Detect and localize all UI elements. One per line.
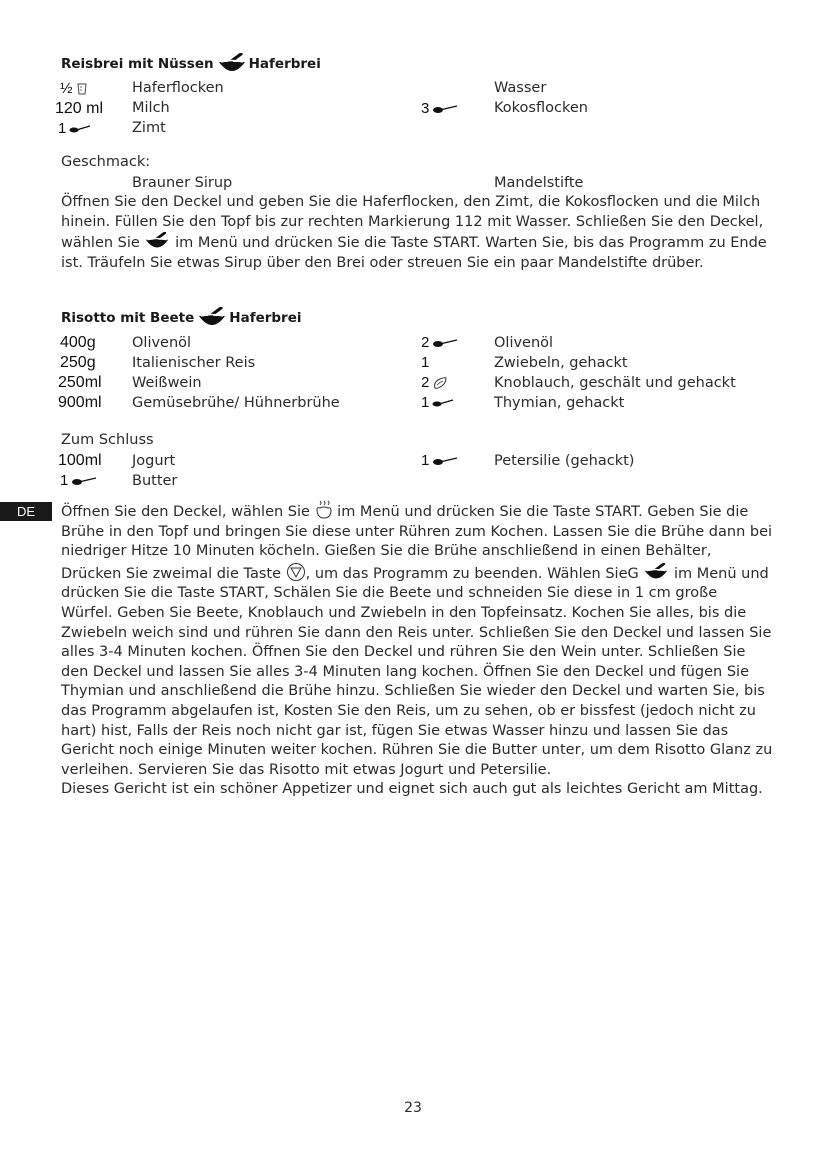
porridge-bowl-icon — [144, 232, 170, 251]
spoon-icon — [71, 476, 97, 486]
recipe1-instructions: Öffnen Sie den Deckel und geben Sie die Haferflocken, den Zimt, die Kokosflocken und die Milch hinein. Füllen Sie den Topf bis zur rechten Markierung 112 mit Wasser. Schließen Sie den Deckel, wählen Sie im Menü und drücken Sie die Taste START. Warten Sie, bis das Programm zu Ende ist. Träufeln Sie etwas Sirup über den Brei oder streuen Sie ein paar Mandelstifte drüber. — [61, 194, 767, 271]
porridge-bowl-icon — [217, 53, 247, 75]
ingredient-thymian: Thymian, gehackt — [494, 395, 625, 411]
final-heading: Zum Schluss — [61, 432, 154, 448]
garlic-clove-icon — [432, 376, 448, 390]
recipe-title-main: Risotto mit Beete — [61, 310, 195, 326]
spoon-icon — [69, 124, 91, 134]
qty-400g: 400g — [60, 334, 96, 351]
spoon-icon — [432, 456, 458, 466]
recipe2-instructions: Öffnen Sie den Deckel, wählen Sie im Menü und drücken Sie die Taste START. Geben Sie die Brühe in den Topf und bringen Sie diese unter Rühren zum Kochen. Lassen Sie die Brühe dann bei niedriger Hitze 10 Minuten köcheln. Gießen Sie die Brühe anschließend in einen Behälter, Drücken Sie zweimal die Taste , um das Programm zu beenden. Wählen SieG im Menü und drücken Sie die Taste START, Schälen Sie die Beete und schneiden Sie diese in 1 cm große Würfel. Geben Sie Beete, Knoblauch und Zwiebeln in den Topfeinsatz. Kochen Sie alles, bis die Zwiebeln weich sind und rühren Sie dann den Reis unter. Schließen Sie den Deckel und lassen Sie alles 3-4 Minuten kochen. Öffnen Sie den Deckel und rühren Sie den Wein unter. Schließen Sie den Deckel und lassen Sie alles 3-4 Minuten lang kochen. Öffnen Sie den Deckel und fügen Sie Thymian und anschließend die Brühe hinzu. Schließen Sie wieder den Deckel und warten Sie, bis das Programm abgelaufen ist, Kosten Sie den Reis, um zu sehen, ob er bissfest (jedoch nicht zu hart) hist, Falls der Reis noch nicht gar ist, fügen Sie etwas Wasser hinzu und lassen Sie das Gericht noch einige Minuten weiter kochen. Rühren Sie die Butter unter, um dem Risotto Glanz zu verleihen. Servieren Sie das Risotto mit etwas Jogurt und Petersilie. Dieses Gericht ist ein schöner Appetizer und eignet sich auch gut als leichtes Gericht am Mittag. — [61, 500, 773, 800]
measuring-cup-icon — [76, 82, 88, 95]
ingredient-weisswein: Weißwein — [132, 375, 202, 391]
qty-3-spoon: 3 — [421, 100, 458, 117]
taste-brauner-sirup: Brauner Sirup — [132, 175, 233, 191]
ingredient-olivenoel-2: Olivenöl — [494, 335, 554, 351]
stop-button-icon — [286, 562, 306, 582]
ingredient-knoblauch: Knoblauch, geschält und gehackt — [494, 375, 736, 391]
qty-1: 1 — [421, 354, 430, 371]
taste-mandelstifte: Mandelstifte — [494, 175, 584, 191]
ingredient-olivenoel: Olivenöl — [132, 335, 192, 351]
ingredient-jogurt: Jogurt — [132, 453, 176, 469]
recipe-program-name: Haferbrei — [229, 310, 302, 326]
ingredient-petersilie: Petersilie (gehackt) — [494, 453, 635, 469]
recipe-title-risotto — [61, 307, 301, 329]
porridge-bowl-icon — [643, 563, 669, 582]
ingredient-haferflocken: Haferflocken — [132, 80, 224, 96]
qty-120ml: 120 ml — [55, 100, 104, 117]
recipe-title-reisbrei — [61, 53, 321, 75]
qty-1-spoon: 1 — [60, 472, 97, 489]
recipe-program-name: Haferbrei — [248, 56, 321, 72]
steam-program-icon — [315, 500, 333, 520]
qty-2-spoon: 2 — [421, 334, 458, 351]
spoon-icon — [432, 104, 458, 114]
qty-900ml: 900ml — [58, 394, 102, 411]
ingredient-milch: Milch — [132, 100, 170, 116]
ingredient-kokosflocken: Kokosflocken — [494, 100, 588, 116]
ingredient-wasser: Wasser — [494, 80, 547, 96]
page-number: 23 — [404, 1100, 422, 1116]
qty-250ml: 250ml — [58, 374, 102, 391]
qty-250g: 250g — [60, 354, 96, 371]
ingredient-zimt: Zimt — [132, 120, 166, 136]
recipe-title-main: Reisbrei mit Nüssen — [61, 56, 214, 72]
spoon-icon — [432, 398, 454, 408]
ingredient-butter: Butter — [132, 473, 178, 489]
ingredient-bruehe: Gemüsebrühe/ Hühnerbrühe — [132, 395, 340, 411]
qty-1-spoon: 1 — [58, 120, 91, 137]
ingredient-reis: Italienischer Reis — [132, 355, 256, 371]
ingredient-zwiebeln: Zwiebeln, gehackt — [494, 355, 628, 371]
qty-100ml: 100ml — [58, 452, 102, 469]
language-tab: DE — [0, 502, 52, 521]
qty-1-spoon: 1 — [421, 452, 458, 469]
qty-2-garlic: 2 — [421, 374, 448, 391]
qty-half-cup: ½ — [60, 80, 88, 97]
porridge-bowl-icon — [197, 307, 227, 329]
qty-1-spoon: 1 — [421, 394, 454, 411]
taste-heading: Geschmack: — [61, 154, 151, 170]
spoon-icon — [432, 338, 458, 348]
